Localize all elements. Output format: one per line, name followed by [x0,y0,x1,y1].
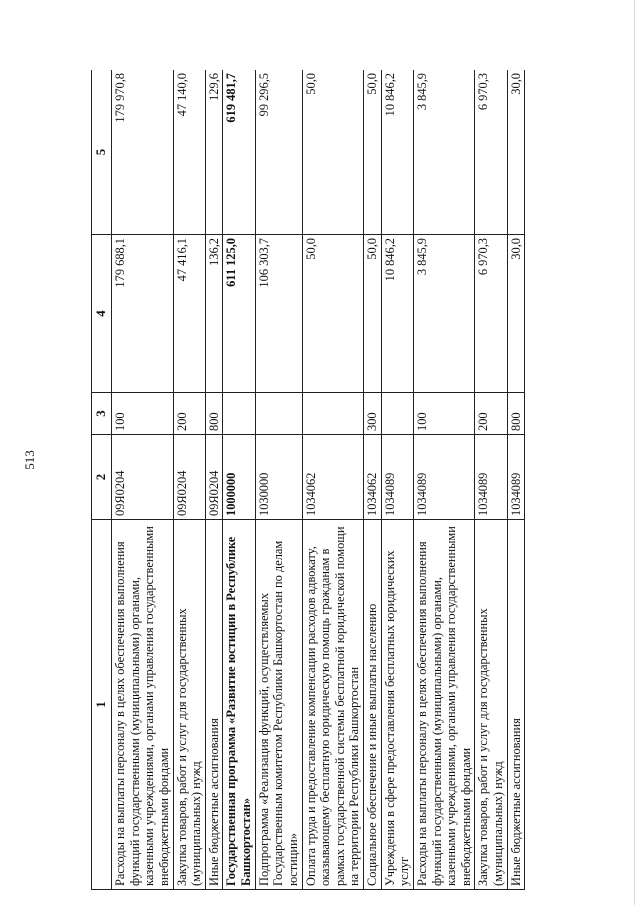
row-code-cell: 1030000 [255,435,302,520]
row-value-col4: 47 416,1 [173,235,205,393]
row-type-cell: 100 [112,393,174,435]
table-row [364,70,382,890]
row-value-col5: 179 970,8 [112,70,174,235]
row-value-col5: 129,6 [205,70,223,235]
row-code-cell: 1034062 [302,435,364,520]
row-value-col4: 106 303,7 [255,235,302,393]
row-value-col4: 611 125,0 [223,235,255,393]
row-code-cell: 1034089 [475,435,507,520]
row-value-col4: 136,2 [205,235,223,393]
row-value-col4: 6 970,3 [475,235,507,393]
col-header-4: 4 [92,235,112,393]
row-value-col4: 10 846,2 [381,235,413,393]
col-header-3: 3 [92,393,112,435]
table-row [112,70,174,890]
row-value-col5: 10 846,2 [381,70,413,235]
row-name-cell: Закупка товаров, работ и услуг для государственных (муниципальных) нужд [173,520,205,890]
table-row [302,70,364,890]
row-value-col4: 3 845,9 [413,235,475,393]
row-name-cell: Социальное обеспечение и иные выплаты населению [364,520,382,890]
row-code-cell: 1034062 [364,435,382,520]
header-row [92,70,112,890]
row-code-cell: 09Я0204 [173,435,205,520]
row-value-col5: 6 970,3 [475,70,507,235]
row-code-cell: 1034089 [381,435,413,520]
row-name-cell: Иные бюджетные ассигнования [205,520,223,890]
row-value-col5: 99 296,5 [255,70,302,235]
row-type-cell: 200 [475,393,507,435]
row-value-col5: 50,0 [302,70,364,235]
budget-table-container [91,70,581,890]
row-code-cell: 1000000 [223,435,255,520]
row-value-col5: 50,0 [364,70,382,235]
table-row [173,70,205,890]
row-type-cell [255,393,302,435]
row-name-cell: Оплата труда и предоставление компенсации расходов адвокату, оказывающему бесплатную юридическую помощь гражданам в рамках государственной системы бесплатной юридической помощи на территории Республики Башкортостан [302,520,364,890]
row-value-col5: 619 481,7 [223,70,255,235]
rotated-table [91,70,581,890]
row-code-cell: 1034089 [507,435,525,520]
row-code-cell: 09Я0204 [112,435,174,520]
col-header-1: 1 [92,520,112,890]
table-row [255,70,302,890]
row-value-col4: 50,0 [302,235,364,393]
row-type-cell: 800 [205,393,223,435]
row-type-cell: 200 [173,393,205,435]
row-name-cell: Закупка товаров, работ и услуг для государственных (муниципальных) нужд [475,520,507,890]
row-value-col4: 50,0 [364,235,382,393]
row-type-cell [302,393,364,435]
row-code-cell: 1034089 [413,435,475,520]
row-value-col4: 30,0 [507,235,525,393]
row-name-cell: Расходы на выплаты персоналу в целях обеспечения выполнения функций государственными (муниципальными) органами, казенными учреждениями, органами управления государственными внебюджетными фондами [413,520,475,890]
table-body [112,70,525,890]
row-type-cell: 100 [413,393,475,435]
row-type-cell: 300 [364,393,382,435]
col-header-2: 2 [92,435,112,520]
table-row [205,70,223,890]
table-row [223,70,255,890]
row-name-cell: Подпрограмма «Реализация функций, осуществляемых Государственным комитетом Республики Башкортостан по делам юстиции» [255,520,302,890]
row-code-cell: 09Я0204 [205,435,223,520]
row-type-cell: 800 [507,393,525,435]
row-name-cell: Расходы на выплаты персоналу в целях обеспечения выполнения функций государственными (муниципальными) органами, казенными учреждениями, органами управления государственными внебюджетными фондами [112,520,174,890]
table-row [475,70,507,890]
row-type-cell [223,393,255,435]
table-row [507,70,525,890]
row-value-col5: 47 140,0 [173,70,205,235]
row-name-cell: Государственная программа «Развитие юстиции в Республике Башкортостан» [223,520,255,890]
page-number: 513 [22,450,37,470]
row-value-col5: 30,0 [507,70,525,235]
scan-edge-line [634,0,635,905]
table-row [413,70,475,890]
row-name-cell: Учреждения в сфере предоставления бесплатных юридических услуг [381,520,413,890]
row-type-cell [381,393,413,435]
col-header-5: 5 [92,70,112,235]
row-value-col4: 179 688,1 [112,235,174,393]
table-row [381,70,413,890]
row-value-col5: 3 845,9 [413,70,475,235]
row-name-cell: Иные бюджетные ассигнования [507,520,525,890]
budget-table [91,70,525,890]
